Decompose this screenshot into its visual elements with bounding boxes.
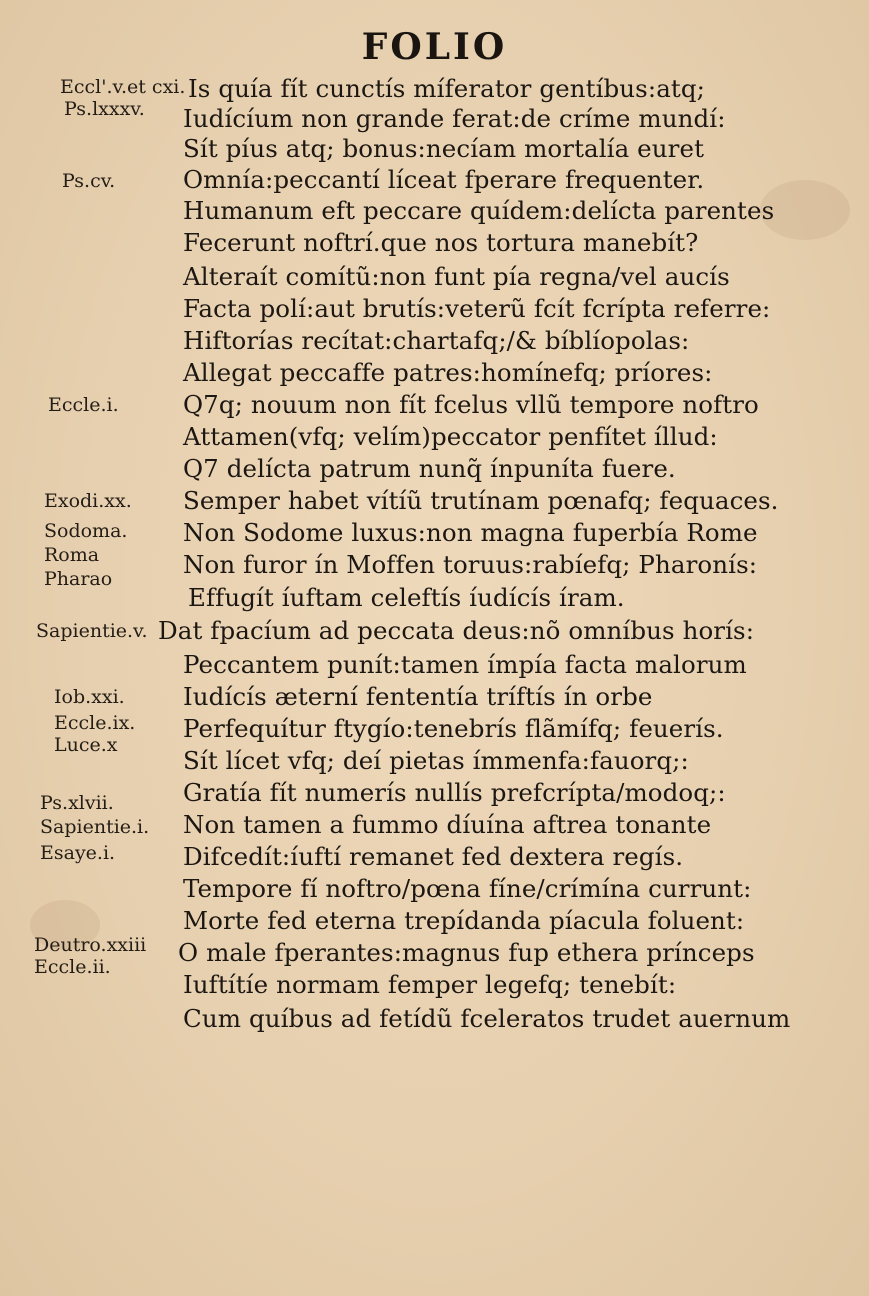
margin-note: Eccle.ix.	[54, 712, 136, 734]
text-line: Tempore fí noftro/pœna fíne/crímína currunt:	[183, 874, 752, 903]
text-line: Iudícíum non grande ferat:de críme mundí:	[183, 104, 726, 133]
text-line: Omnía:peccantí líceat fperare frequenter.	[183, 165, 705, 194]
margin-note: Exodi.xx.	[44, 490, 132, 512]
text-line: Peccantem punít:tamen ímpía facta malorum	[183, 650, 747, 679]
text-line: Perfequítur ftygío:tenebrís flãmífq; feuerís.	[183, 714, 724, 743]
text-line: Morte fed eterna trepídanda píacula foluent:	[183, 906, 745, 935]
text-line: Allegat peccaffe patres:homínefq; príores:	[183, 358, 713, 387]
margin-note: Esaye.i.	[40, 842, 116, 864]
margin-note: Ps.lxxxv.	[64, 98, 145, 120]
text-line: Is quía fít cunctís míferator gentíbus:atq;	[188, 74, 705, 103]
text-line: Humanum eft peccare quídem:delícta parentes	[183, 196, 775, 225]
margin-note: Pharao	[44, 568, 113, 590]
text-line: Non furor ín Moffen toruus:rabíefq; Pharonís:	[183, 550, 758, 579]
margin-note: Eccl'.v.et cxi.	[60, 76, 186, 98]
margin-note: Deutro.xxiii	[34, 934, 147, 956]
text-line: Facta polí:aut brutís:veterũ fcít fcrípta referre:	[183, 294, 771, 323]
margin-note: Luce.x	[54, 734, 118, 756]
text-line: Gratía fít numerís nullís prefcrípta/modoq;:	[183, 778, 726, 807]
text-line: Non tamen a fummo díuína aftrea tonante	[183, 810, 712, 839]
text-line: Non Sodome luxus:non magna fuperbía Rome	[183, 518, 758, 547]
text-line: Attamen(vfq; velím)peccator penfítet íllud:	[183, 422, 718, 451]
text-line: Hiftorías recítat:chartafq;/& bíblíopolas:	[183, 326, 690, 355]
text-line: Iuftítíe normam femper legefq; tenebít:	[183, 970, 677, 999]
margin-note: Ps.xlvii.	[40, 792, 114, 814]
margin-note: Iob.xxi.	[54, 686, 125, 708]
text-line: Cum quíbus ad fetídũ fceleratos trudet auernum	[183, 1004, 791, 1033]
text-line: Effugít íuftam celeftís íudícís íram.	[188, 583, 625, 612]
margin-note: Eccle.ii.	[34, 956, 111, 978]
text-line: O male fperantes:magnus fup ethera prínceps	[178, 938, 755, 967]
margin-note: Sapientie.i.	[40, 816, 150, 838]
margin-note: Sapientie.v.	[36, 620, 148, 642]
text-line: Difcedít:íuftí remanet fed dextera regís.	[183, 842, 684, 871]
text-line: Q7 delícta patrum nunq̃ ínpuníta fuere.	[183, 454, 676, 483]
margin-note: Roma	[44, 544, 100, 566]
text-line: Iudícís æterní fententía tríftís ín orbe	[183, 682, 653, 711]
text-line: Q7q; nouum non fít fcelus vllũ tempore noftro	[183, 390, 759, 419]
text-line: Dat fpacíum ad peccata deus:nõ omníbus horís:	[158, 616, 755, 645]
folio-header: FOLIO	[361, 26, 508, 68]
text-line: Sít lícet vfq; deí pietas ímmenfa:fauorq;:	[183, 746, 689, 775]
margin-note: Ps.cv.	[62, 170, 116, 192]
text-line: Sít píus atq; bonus:necíam mortalía euret	[183, 134, 705, 163]
margin-note: Sodoma.	[44, 520, 128, 542]
text-line: Semper habet vítíũ trutínam pœnafq; fequaces.	[183, 486, 779, 515]
text-line: Alteraít comítũ:non funt pía regna/vel aucís	[183, 262, 730, 291]
margin-note: Eccle.i.	[48, 394, 119, 416]
text-line: Fecerunt noftrí.que nos tortura manebít?	[183, 228, 699, 257]
